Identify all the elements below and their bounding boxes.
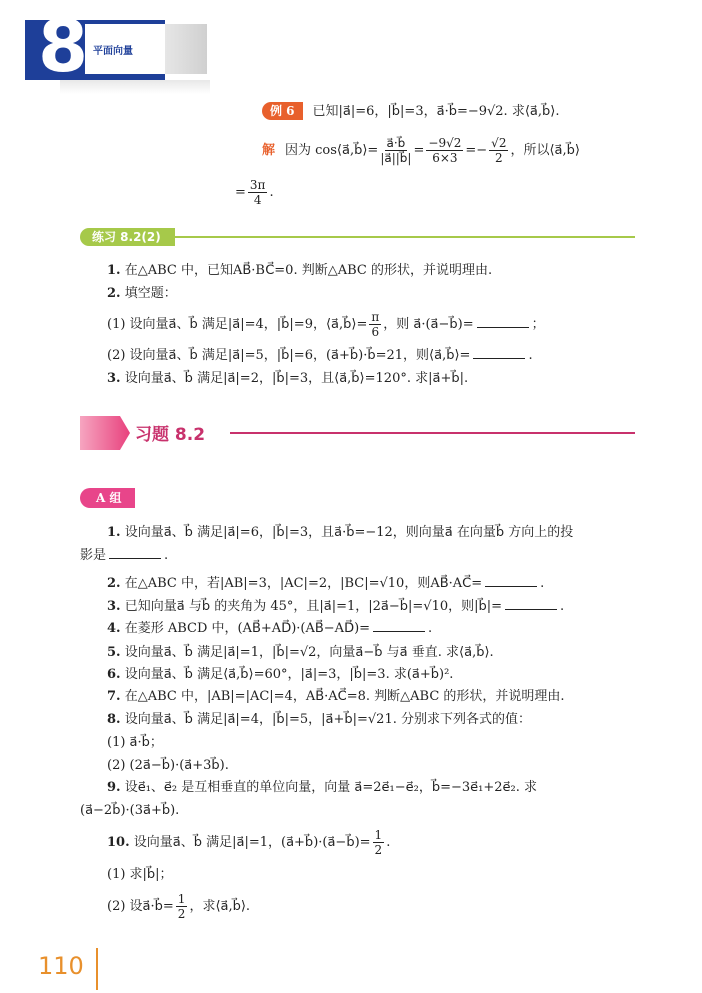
numerator: π <box>371 310 380 324</box>
exercise-item <box>107 523 573 543</box>
item-text: ，则 a⃗·(a⃗−b⃗)= <box>383 317 474 332</box>
item-number: 1. <box>107 525 121 540</box>
item-number: 4. <box>107 621 121 636</box>
exercise-subitem <box>107 733 163 753</box>
denominator: 2 <box>374 843 383 857</box>
exercise-subitem <box>107 865 173 885</box>
item-text: 在△ABC 中，|AB|=|AC|=4，AB⃗·AC⃗=8. 判断△ABC 的形状，并说明理由. <box>124 689 565 704</box>
exercise-subitem <box>107 890 250 924</box>
example-6 <box>262 102 559 122</box>
solution-text: ，所以⟨a⃗,b⃗⟩ <box>510 143 580 158</box>
punct: . <box>386 835 391 850</box>
exercise-title: 习题 8.2 <box>135 425 206 445</box>
practice-subitem <box>107 346 533 366</box>
denominator: 6×3 <box>432 151 458 165</box>
denominator: 2 <box>177 907 186 921</box>
practice-item <box>107 369 468 389</box>
item-text: 设e⃗₁、e⃗₂ 是互相垂直的单位向量，向量 a⃗=2e⃗₁−e⃗₂，b⃗=−3e⃗₁+2e⃗₂. 求 <box>124 780 537 795</box>
solution-label: 解 <box>262 143 276 158</box>
item-number: 2. <box>107 576 121 591</box>
item-text: 在菱形 ABCD 中，(AB⃗+AD⃗)·(AB⃗−AD⃗)= <box>124 621 371 636</box>
item-number: 2. <box>107 286 121 301</box>
fraction <box>369 310 381 339</box>
example-solution <box>262 134 580 168</box>
exercise-subitem <box>107 756 229 776</box>
fraction <box>426 136 463 165</box>
denominator: |a⃗||b⃗| <box>380 151 412 165</box>
item-text: (2) 设向量a⃗、b⃗ 满足|a⃗|=5，|b⃗|=6，(a⃗+b⃗)·b⃗=21，则⟨a⃗,b⃗⟩= <box>107 348 471 363</box>
item-number: 1. <box>107 263 121 278</box>
fraction <box>489 136 508 165</box>
exercise-item <box>107 778 537 798</box>
solution-result <box>235 176 274 210</box>
exercise-item-cont <box>80 546 168 566</box>
exercise-rule <box>230 432 635 434</box>
item-text: 在△ABC 中，若|AB|=3，|AC|=2，|BC|=√10，则AB⃗·AC⃗= <box>124 576 483 591</box>
item-number: 9. <box>107 780 121 795</box>
exercise-arrow-icon <box>80 416 130 450</box>
numerator: −9√2 <box>428 136 462 150</box>
numerator: 3π <box>249 178 266 192</box>
answer-blank[interactable] <box>477 316 529 328</box>
item-text: ，求⟨a⃗,b⃗⟩. <box>189 899 251 914</box>
numerator: 1 <box>177 892 186 906</box>
exercise-item <box>107 826 390 860</box>
punct: . <box>164 548 169 563</box>
punct: . <box>560 599 565 614</box>
numerator: 1 <box>374 828 383 842</box>
group-label: A 组 <box>80 488 135 508</box>
exercise-item <box>107 687 565 707</box>
equals: =− <box>465 143 488 158</box>
item-number: 3. <box>107 371 121 386</box>
exercise-item <box>107 710 531 730</box>
page-number: 110 <box>38 952 84 980</box>
item-text: 设向量a⃗、b⃗ 满足⟨a⃗,b⃗⟩=60°，|a⃗|=3，|b⃗|=3. 求(a⃗+b⃗)². <box>124 667 454 682</box>
exercise-item <box>107 665 453 685</box>
item-text: (1) a⃗·b⃗； <box>107 735 163 750</box>
item-text: 设向量a⃗、b⃗ 满足|a⃗|=1，|b⃗|=√2，向量a⃗−b⃗ 与a⃗ 垂直. 求⟨a⃗,b⃗⟩. <box>124 645 494 660</box>
fraction <box>380 136 411 165</box>
practice-title: 练习 8.2(2) <box>80 228 175 246</box>
answer-blank[interactable] <box>505 598 557 610</box>
item-number: 8. <box>107 712 121 727</box>
practice-subitem <box>107 308 545 342</box>
punct: . <box>540 576 545 591</box>
denominator: 4 <box>253 193 262 207</box>
page-number-rule <box>96 948 98 990</box>
item-text: 设向量a⃗、b⃗ 满足|a⃗|=2，|b⃗|=3，且⟨a⃗,b⃗⟩=120°. 求|a⃗+b⃗|. <box>124 371 469 386</box>
item-number: 5. <box>107 645 121 660</box>
item-number: 6. <box>107 667 121 682</box>
practice-item <box>107 284 177 304</box>
chapter-number: 8 <box>38 4 89 88</box>
exercise-item <box>107 643 494 663</box>
item-text: 影是 <box>80 548 107 563</box>
answer-blank[interactable] <box>485 575 537 587</box>
fraction <box>373 828 385 857</box>
item-number: 10. <box>107 835 130 850</box>
item-text: (a⃗−2b⃗)·(3a⃗+b⃗). <box>80 803 180 818</box>
fraction <box>176 892 188 921</box>
item-text: 在△ABC 中，已知AB⃗·BC⃗=0. 判断△ABC 的形状，并说明理由. <box>124 263 493 278</box>
item-number: 7. <box>107 689 121 704</box>
item-text: 设向量a⃗、b⃗ 满足|a⃗|=1，(a⃗+b⃗)·(a⃗−b⃗)= <box>133 835 371 850</box>
equals: = <box>235 185 246 200</box>
denominator: 6 <box>371 325 380 339</box>
item-text: (2) 设a⃗·b⃗= <box>107 899 174 914</box>
solution-text: 因为 cos⟨a⃗,b⃗⟩= <box>285 143 379 158</box>
item-text: 设向量a⃗、b⃗ 满足|a⃗|=4，|b⃗|=5，|a⃗+b⃗|=√21. 分别求下列各式的值： <box>124 712 531 727</box>
punct: . <box>428 621 433 636</box>
exercise-item <box>107 597 564 617</box>
punct: . <box>528 348 533 363</box>
exercise-item <box>107 574 544 594</box>
item-text: 已知向量a⃗ 与b⃗ 的夹角为 45°，且|a⃗|=1，|2a⃗−b⃗|=√10，则|b⃗|= <box>124 599 503 614</box>
period: . <box>269 185 274 200</box>
item-text: (2) (2a⃗−b⃗)·(a⃗+3b⃗). <box>107 758 229 773</box>
example-problem: 已知|a⃗|=6，|b⃗|=3，a⃗·b⃗=−9√2. 求⟨a⃗,b⃗⟩. <box>312 104 560 119</box>
equals: = <box>413 143 425 158</box>
exercise-item-cont <box>80 801 179 821</box>
fraction <box>248 178 268 207</box>
answer-blank[interactable] <box>473 347 525 359</box>
practice-rule <box>175 236 635 238</box>
exercise-item <box>107 619 432 639</box>
example-label: 例 6 <box>262 102 303 120</box>
numerator: √2 <box>491 136 507 150</box>
chapter-banner-gray <box>165 24 207 74</box>
answer-blank[interactable] <box>373 620 425 632</box>
numerator: a⃗·b⃗ <box>386 136 406 150</box>
item-text: 填空题： <box>124 286 177 301</box>
item-text: (1) 设向量a⃗、b⃗ 满足|a⃗|=4，|b⃗|=9，⟨a⃗,b⃗⟩= <box>107 317 368 332</box>
practice-item <box>107 261 492 281</box>
chapter-title: 平面向量 <box>93 46 133 57</box>
denominator: 2 <box>494 151 503 165</box>
answer-blank[interactable] <box>109 547 161 559</box>
item-number: 3. <box>107 599 121 614</box>
item-text: (1) 求|b⃗|； <box>107 867 173 882</box>
item-text: 设向量a⃗、b⃗ 满足|a⃗|=6，|b⃗|=3，且a⃗·b⃗=−12，则向量a⃗ 在向量b⃗ 方向上的投 <box>124 525 574 540</box>
punct: ； <box>531 317 545 332</box>
